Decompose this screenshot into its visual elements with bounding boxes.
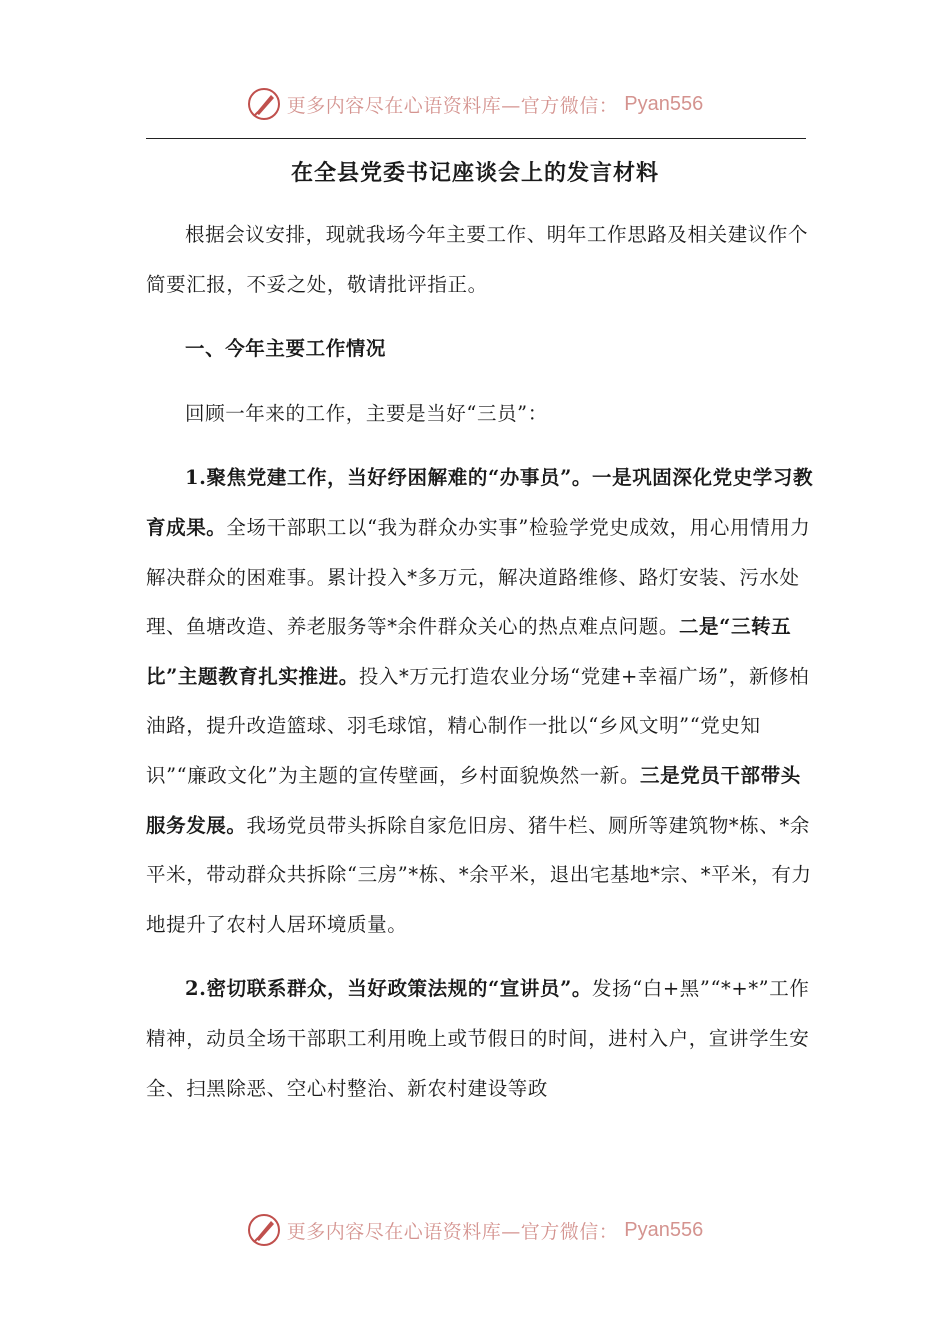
- item1-text2: 投入*万元打造农业分场“党建+幸福广场”，新修柏油路，提升改造篮球、羽毛球馆，精心制作一批以“乡风文明”“党史知识”“廉政文化”为主题的宣传壁画，乡村面貌焕然一新。: [146, 664, 810, 787]
- item2-heading: 2.密切联系群众，当好政策法规的“宣讲员”。: [185, 977, 592, 1001]
- footer-watermark: [0, 1208, 950, 1252]
- item2-text: 发扬“白+黑”“*+*”工作精神，动员全场干部职工利用晚上或节假日的时间，进村入户，宣讲学生安全、扫黑除恶、空心村整治、新农村建设等政: [146, 977, 810, 1100]
- document-body: [146, 210, 814, 1113]
- quill-logo-icon: [247, 87, 281, 121]
- header-rule: [146, 138, 806, 139]
- item1-sub2-heading: 二是“三转五比”主题教育扎实推进。: [146, 615, 792, 688]
- document-title: 在全县党委书记座谈会上的发言材料: [290, 160, 659, 186]
- item1-text3: 我场党员带头拆除自家危旧房、猪牛栏、厕所等建筑物*栋、*余平米，带动群众共拆除“三房”*栋、*余平米，退出宅基地*宗、*平米，有力地提升了农村人居环境质量。: [146, 813, 812, 936]
- watermark-wechat-id: Pyan556: [624, 1218, 704, 1241]
- quill-logo-icon: [247, 1213, 281, 1247]
- watermark-wechat-id: Pyan556: [624, 92, 704, 115]
- item1-heading: 1.聚焦党建工作，当好纾困解难的“办事员”。一是巩固深化党史学习教育成果。: [146, 466, 814, 539]
- header-watermark: [0, 82, 950, 126]
- item1-text1: 全场干部职工以“我为群众办实事”检验学党史成效，用心用情用力解决群众的困难事。累计投入*多万元，解决道路维修、路灯安装、污水处理、鱼塘改造、养老服务等*余件群众关心的热点难点问题。: [146, 515, 811, 639]
- section-lead-paragraph: 回顾一年来的工作，主要是当好“三员”：: [185, 401, 548, 425]
- intro-paragraph: 根据会议安排，现就我场今年主要工作、明年工作思路及相关建议作个简要汇报，不妥之处，敬请批评指正。: [146, 223, 809, 296]
- watermark-text: 更多内容尽在心语资料库—官方微信：: [286, 1220, 619, 1243]
- item2-paragraph: [146, 964, 814, 1113]
- item1-sub3-heading: 三是党员干部带头服务发展。: [146, 763, 801, 837]
- section-heading: 一、今年主要工作情况: [185, 337, 387, 361]
- item1-paragraph: [146, 453, 814, 949]
- watermark-text: 更多内容尽在心语资料库—官方微信：: [286, 94, 619, 117]
